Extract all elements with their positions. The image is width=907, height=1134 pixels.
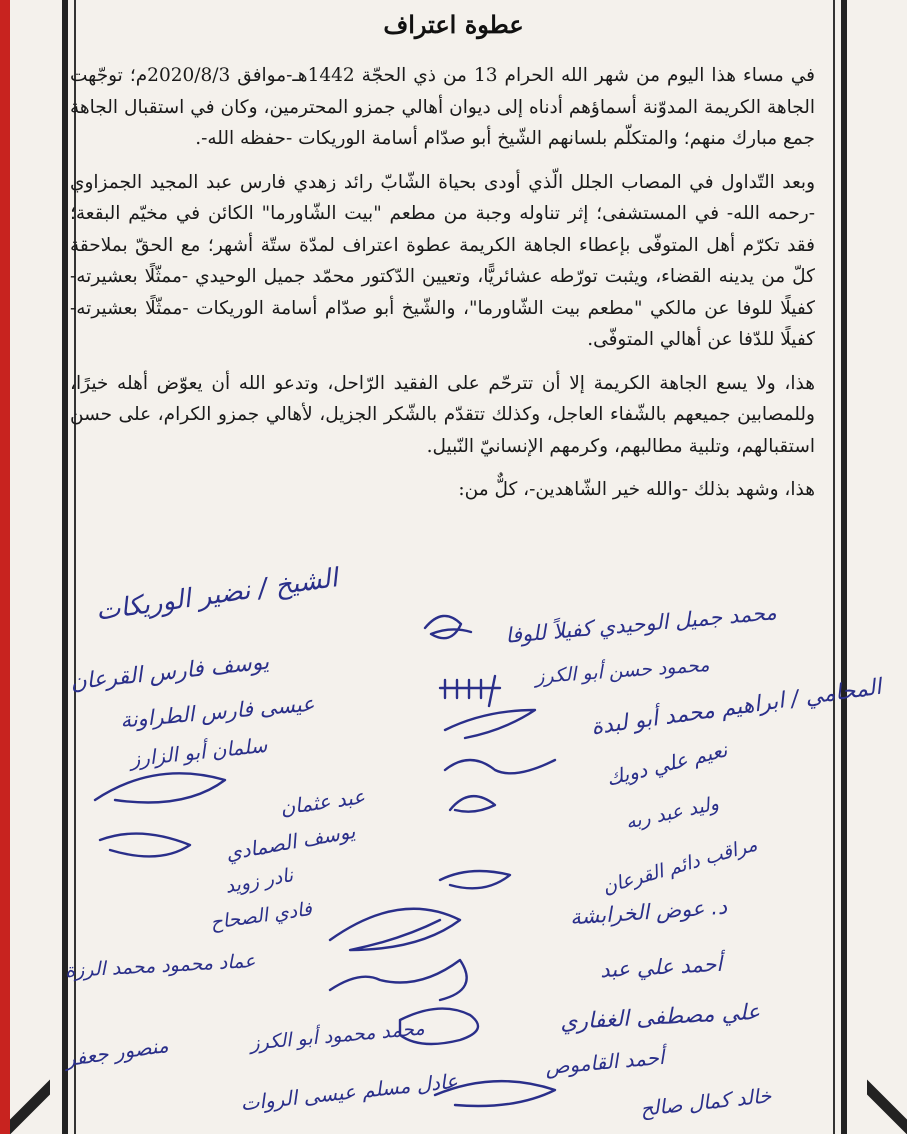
handwritten-signature: أحمد القاموص <box>544 1044 666 1080</box>
handwritten-signature: محمود حسن أبو الكرز <box>534 653 711 689</box>
handwritten-signature: الشيخ / نضير الوريكات <box>94 563 340 627</box>
handwritten-signature: عبد عثمان <box>278 784 367 820</box>
document-body <box>70 60 815 518</box>
paragraph-3: هذا، ولا يسع الجاهة الكريمة إلا أن تترحّم على الفقيد الرّاحل، وتدعو الله أن يعوّض أهله خيرًا، وللمصابين جميعهم بالشّفاء العاجل، وكذلك تتقدّم بالشّكر الجزيل، لأهالي جمزو الكرام، على حسن استقبالهم، وتلبية مطالبهم، وكرمهم الإنسانيّ النّبيل. <box>70 372 815 457</box>
handwritten-signature: د. عوض الخرابشة <box>569 894 728 930</box>
handwritten-signature: مراقب دائم القرعان <box>600 833 760 899</box>
handwritten-signature: سلمان أبو الزارز <box>129 732 269 772</box>
handwritten-signature: فادي الصحاح <box>208 898 314 934</box>
handwritten-signature: المحامي / ابراهيم محمد أبو لبدة <box>589 674 883 741</box>
handwritten-signature: يوسف الصمادي <box>223 818 358 866</box>
handwritten-signature: عادل مسلم عيسى الروات <box>239 1068 459 1116</box>
handwritten-signature: وليد عبد ربه <box>623 792 721 834</box>
paragraph-2: وبعد التّداول في المصاب الجلل الّذي أودى بحياة الشّابّ رائد زهدي فارس عبد المجيد الجمزاوي -رحمه الله- في المستشفى؛ إثر تناوله وجبة من مطعم "بيت الشّاورما" الكائن في مخيّم البقعة؛ فقد تكرّم أهل المتوفّى بإعطاء الجاهة الكريمة عطوة اعتراف لمدّة ستّة أشهر؛ مع الحقّ بملاحقة كلّ من يدينه القضاء، ويثبت تورّطه عشائريًّا، وتعيين الدّكتور محمّد جميل الوحيدي -ممثّلًا بعشيرته- كفيلًا للوفا عن مالكي "مطعم بيت الشّاورما"، والشّيخ أبو صدّام أسامة الوريكات -ممثّلًا بعشيرته- كفيلًا للدّفا عن أهالي المتوفّى. <box>70 171 815 350</box>
handwritten-signature: منصور جعفر <box>63 1032 170 1072</box>
handwritten-signature: نعيم علي دويك <box>603 737 730 791</box>
handwritten-signature: عيسى فارس الطراونة <box>119 691 316 733</box>
handwritten-signature: محمد محمود أبو الكرز <box>249 1017 426 1055</box>
handwritten-signature: محمد جميل الوحيدي كفيلاً للوفا <box>504 600 778 648</box>
document-title: عطوة اعتراف <box>383 10 524 39</box>
corner-ornament-right <box>867 1074 907 1134</box>
handwritten-signature: أحمد علي عبد <box>599 951 723 983</box>
paragraph-1: في مساء هذا اليوم من شهر الله الحرام 13 من ذي الحجّة 1442هـ-موافق 2020/8/3م؛ توجّهت الجاهة الكريمة المدوّنة أسماؤهم أدناه إلى ديوان أهالي جمزو المحترمين، وكان في استقبال الجاهة جمع مبارك منهم؛ والمتكلّم بلسانهم الشّيخ أبو صدّام أسامة الوريكات -حفظه الله-. <box>70 65 816 149</box>
paragraph-witnesses: هذا، وشهد بذلك -والله خير الشّاهدين-، كلٌّ من: <box>458 479 815 500</box>
handwritten-signature: نادر زويد <box>223 864 295 898</box>
handwritten-signature: يوسف فارس القرعان <box>69 649 271 696</box>
handwritten-signature: علي مصطفى الغفاري <box>559 999 761 1036</box>
corner-ornament-left <box>10 1074 50 1134</box>
handwritten-signature: عماد محمود محمد الرزة <box>64 950 256 982</box>
handwritten-signature: خالد كمال صالح <box>639 1083 773 1121</box>
